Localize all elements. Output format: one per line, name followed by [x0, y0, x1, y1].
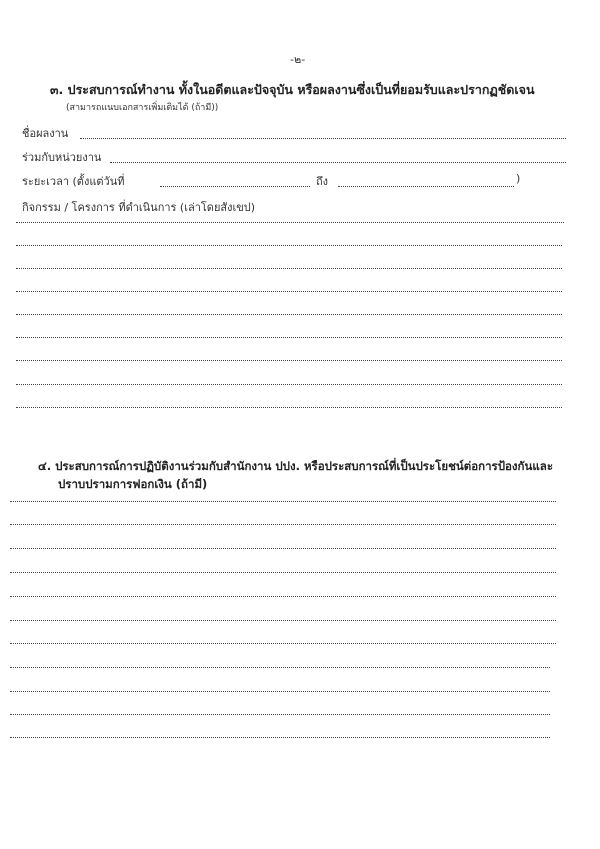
period-end-field[interactable] — [338, 186, 514, 187]
activity-field-line-1[interactable] — [16, 222, 564, 223]
activity-field-line-3[interactable] — [16, 268, 562, 269]
partner-label: ร่วมกับหน่วยงาน — [22, 151, 102, 164]
period-close-paren: ) — [516, 172, 521, 185]
partner-field[interactable] — [110, 162, 566, 163]
section-4-field-line-8[interactable] — [10, 667, 550, 668]
activity-field-line-8[interactable] — [16, 384, 562, 385]
work-name-field[interactable] — [80, 138, 566, 139]
section-4-field-line-1[interactable] — [10, 501, 556, 502]
section-4-field-line-6[interactable] — [10, 620, 556, 621]
section-4-field-line-4[interactable] — [10, 572, 556, 573]
section-3-note: (สามารถแนบเอกสารเพิ่มเติมได้ (ถ้ามี)) — [66, 103, 219, 113]
activity-label: กิจกรรม / โครงการ ที่ดำเนินการ (เล่าโดยสังเขป) — [22, 201, 256, 214]
page-number: -๒- — [290, 53, 306, 66]
activity-field-line-6[interactable] — [16, 337, 562, 338]
section-4-heading-line-2: ปราบปรามการฟอกเงิน (ถ้ามี) — [58, 477, 208, 491]
section-4-heading-line-1: ๔. ประสบการณ์การปฏิบัติงานร่วมกับสำนักงาน ปปง. หรือประสบการณ์ที่เป็นประโยชน์ต่อการป้องกันและ — [38, 459, 554, 473]
activity-field-line-4[interactable] — [16, 291, 562, 292]
section-3-heading: ๓. ประสบการณ์ทำงาน ทั้งในอดีตและปัจจุบัน หรือผลงานซึ่งเป็นที่ยอมรับและปรากฏชัดเจน — [50, 82, 535, 97]
section-4-field-line-3[interactable] — [10, 548, 556, 549]
work-name-label: ชื่อผลงาน — [22, 127, 69, 140]
section-4-field-line-2[interactable] — [10, 524, 556, 525]
activity-field-line-2[interactable] — [16, 245, 562, 246]
period-start-field[interactable] — [160, 186, 310, 187]
section-4-field-line-11[interactable] — [10, 737, 550, 738]
section-4-field-line-9[interactable] — [10, 691, 550, 692]
section-4-field-line-5[interactable] — [10, 596, 556, 597]
period-label: ระยะเวลา (ตั้งแต่วันที่ — [22, 175, 125, 188]
section-4-field-line-10[interactable] — [10, 714, 550, 715]
section-4-field-line-7[interactable] — [10, 643, 556, 644]
activity-field-line-9[interactable] — [16, 407, 562, 408]
activity-field-line-7[interactable] — [16, 360, 562, 361]
period-to-label: ถึง — [316, 175, 329, 188]
activity-field-line-5[interactable] — [16, 314, 562, 315]
